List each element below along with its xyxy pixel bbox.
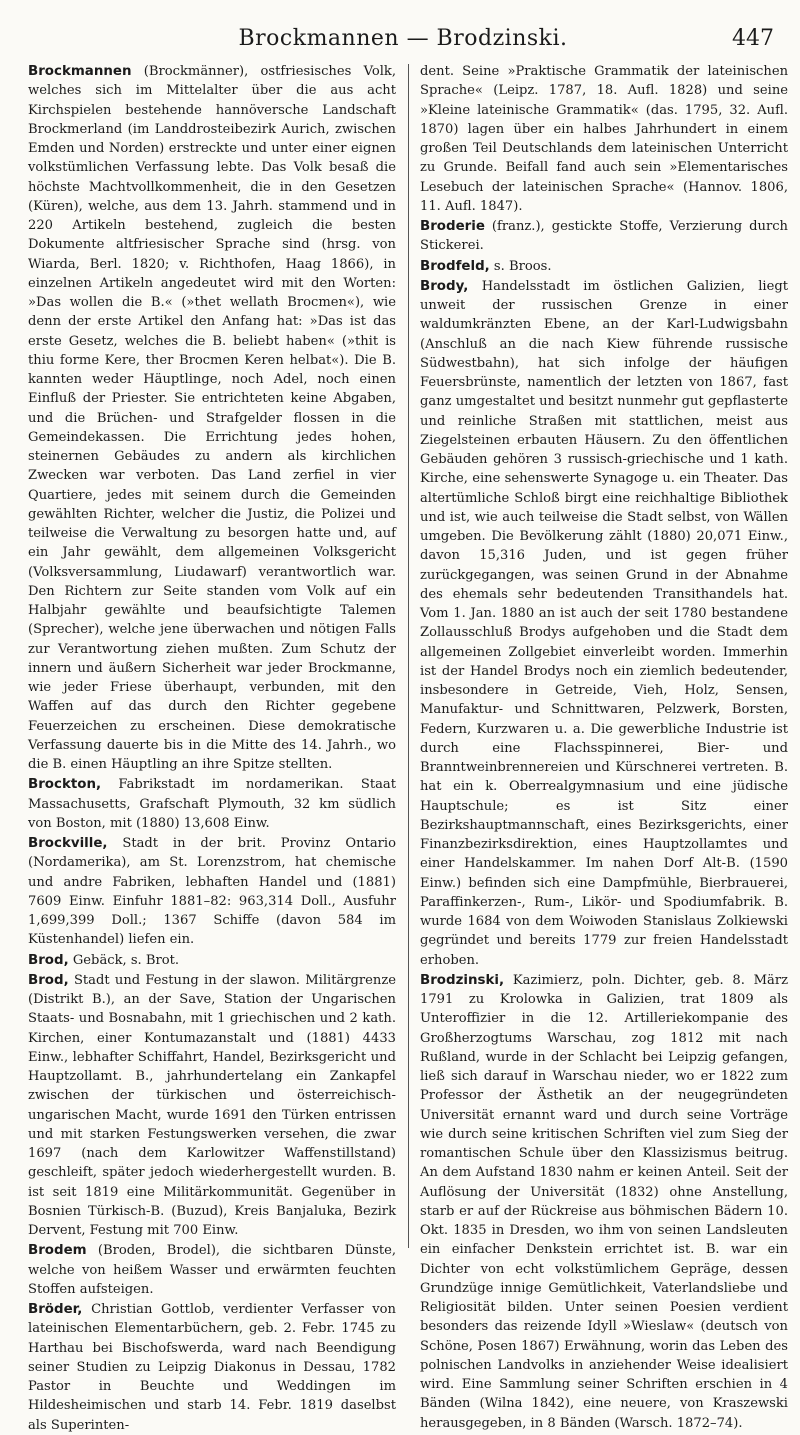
entry-text: Kazimierz, poln. Dichter, geb. 8. März 1791 zu Krolowka in Galizien, trat 1809 als Unteroffizier in die 12. Artilleriekompanie des Großherzogtums Warschau, zog 1812 mit nach Rußland, wurde in der Schlacht bei Leipzig gefangen, ließ sich darauf in Warschau nieder, wo er 1822 zum Professor der Ästhetik an der neugegründeten Universität ernannt ward und durch seine Vorträge wie durch seine kritischen Schriften viel zum Sieg der romantischen Schule über den Klassizismus beitrug. An dem Aufstand 1830 nahm er keinen Anteil. Seit der Auflösung der Universität (1832) ohne Anstellung, starb er auf der Rückreise aus böhmischen Bädern 10. Okt. 1835 in Dresden, wo ihm von seinen Landsleuten ein einfacher Denkstein errichtet ist. B. war ein Dichter von echt volkstümlichem Gepräge, dessen Grundzüge innige Gemütlichkeit, Vaterlandsliebe und Religiosität bilden. Unter seinen Poesien verdient besonders das reizende Idyll »Wieslaw« (deutsch von Schöne, Posen 1867) Erwähnung, worin das Leben des polnischen Landvolks in anziehender Weise idealisiert wird. Eine Sammlung seiner Schriften erschien in 4 Bänden (Wilna 1842), eine neuere, von Kraszewski herausgegeben, in 8 Bänden (Warsch. 1872–74). — [420, 972, 788, 1431]
entry-text: Christian Gottlob, verdienter Verfasser von lateinischen Elementarbüchern, geb. 2. Febr. 1745 zu Harthau bei Bischofswerda, ward nach Beendigung seiner Studien zu Leipzig Diakonus in Dessau, 1782 Pastor in Beuchte und Weddingen im Hildesheimischen und starb 14. Febr. 1819 daselbst als Superinten- — [28, 1302, 396, 1433]
entry-brody — [420, 277, 788, 970]
entry-text: Stadt in der brit. Provinz Ontario (Nordamerika), am St. Lorenzstrom, hat chemische und andre Fabriken, lebhaften Handel und (1881) 7609 Einw. Einfuhr 1881–82: 963,314 Doll., Ausfuhr 1,699,399 Doll.; 1367 Schiffe (davon 584 im Küstenhandel) liefen ein. — [28, 836, 396, 948]
entry-text: Stadt und Festung in der slawon. Militärgrenze (Distrikt B.), an der Save, Station der Ungarischen Staats- und Bosnabahn, mit 1 griechischen und 2 kath. Kirchen, einer Kontumazanstalt und (1881) 4433 Einw., lebhafter Schiffahrt, Handel, Bezirksgericht und Hauptzollamt. B., jahrhundertelang ein Zankapfel zwischen der türkischen und österreichisch-ungarischen Macht, wurde 1691 den Türken entrissen und mit starken Festungswerken versehen, die zwar 1697 (nach dem Karlowitzer Waffenstillstand) geschleift, später jedoch wiederhergestellt wurden. B. ist seit 1819 eine Militärkommunität. Gegenüber in Bosnien Türkisch-B. (Buzud), Kreis Banjaluka, Bezirk Dervent, Festung mit 700 Einw. — [28, 972, 396, 1238]
entry-text: (Broden, Brodel), die sichtbaren Dünste, welche von heißem Wasser und erwärmten feuchten Stoffen aufsteigen. — [28, 1243, 396, 1297]
entry-brockville — [28, 834, 396, 950]
entry-brod-stadt — [28, 971, 396, 1241]
entry-text: (franz.), gestickte Stoffe, Verzierung durch Stickerei. — [420, 219, 788, 254]
entry-headword: Brodzinski, — [420, 972, 505, 988]
entry-brockton — [28, 775, 396, 833]
right-column — [420, 62, 788, 1431]
entry-brodzinski — [420, 971, 788, 1433]
left-column — [28, 62, 396, 1433]
column-divider — [408, 64, 409, 1248]
entry-headword: Brockton, — [28, 777, 102, 793]
entry-brockmannen — [28, 62, 396, 774]
entry-text: s. Broos. — [489, 258, 552, 274]
entry-headword: Brodem — [28, 1243, 87, 1259]
entry-broeder-continued — [420, 62, 788, 216]
running-head — [28, 26, 778, 58]
entry-brodfeld — [420, 257, 788, 276]
entry-text: (Brockmänner), ostfriesisches Volk, welches sich im Mittelalter über die aus acht Kirchspielen bestehende hannöversche Landschaft Brockmerland (im Landdrosteibezirk Aurich, zwischen Emden und Norden) erstreckte und unter einer eignen volkstümlichen Verfassung lebte. Das Volk besaß die höchste Machtvollkommenheit, die in den Gesetzen (Küren), welche, aus dem 13. Jahrh. stammend und in 220 Artikeln bestehend, zugleich die besten Dokumente altfriesischer Sprache sind (hrsg. von Wiarda, Berl. 1820; v. Richthofen, Haag 1866), in einzelnen Artikeln angedeutet wird mit den Worten: »Das wollen die B.« (»thet wellath Brocmen«), wie denn der erste Artikel den Anfang hat: »Das ist das erste Gesetz, welches die B. beliebt haben« (»thit is thiu forme Kere, ther Brocmen Keren helbat«). Die B. kannten weder Häuptlinge, noch Adel, noch einen Einfluß der Priester. Sie entrichteten keine Abgaben, und die Brüchen- und Strafgelder flossen in die Gemeindekassen. Die Errichtung jedes hohen, steinernen Gebäudes zu andern als kirchlichen Zwecken war verboten. Das Land zerfiel in vier Quartiere, jedes mit seinem durch die Gemeinden gewählten Richter, welcher die Justiz, die Polizei und teilweise die Verwaltung zu besorgen hatte und, auf ein Jahr gewählt, dem allgemeinen Volksgericht (Volksversammlung, Liudawarf) verantwortlich war. Den Richtern zur Seite standen vom Volk auf ein Halbjahr gewählte und beaufsichtigte Talemen (Sprecher), welche jene überwachen und nötigen Falls zur Verantwortung ziehen mußten. Zum Schutz der innern und äußern Sicherheit war jeder Brockmanne, wie jeder Friese überhaupt, verbunden, mit den Waffen auf das durch den Richter gegebene Feuerzeichen zu erscheinen. Diese demokratische Verfassung dauerte bis in die Mitte des 14. Jahrh., wo die B. einen Häuptling an ihre Spitze stellten. — [28, 64, 396, 772]
entry-text: Handelsstadt im östlichen Galizien, liegt unweit der russischen Grenze in einer waldumkränzten Ebene, an der Karl-Ludwigsbahn (Anschluß an die nach Kiew führende russische Südwestbahn), hat sich infolge der häufigen Feuersbrünste, namentlich der letzten von 1867, fast ganz umgestaltet und besitzt nunmehr gut gepflasterte und reinliche Straßen mit stattlichen, meist aus Ziegelsteinen erbauten Häusern. Zu den öffentlichen Gebäuden gehören 3 russisch-griechische und 1 kath. Kirche, eine sehenswerte Synagoge u. ein Theater. Das altertümliche Schloß birgt eine reichhaltige Bibliothek und ist, wie auch teilweise die Stadt selbst, von Wällen umgeben. Die Bevölkerung zählt (1880) 20,071 Einw., davon 15,316 Juden, und ist gegen früher zurückgegangen, was seinen Grund in der Abnahme des ehemals sehr bedeutenden Transithandels hat. Vom 1. Jan. 1880 an ist auch der seit 1780 bestandene Zollausschluß Brodys aufgehoben und die Stadt dem allgemeinen Zollgebiet einverleibt worden. Immerhin ist der Handel Brodys noch ein ziemlich bedeutender, insbesondere in Getreide, Vieh, Holz, Sensen, Manufaktur- und Schnittwaren, Pelzwerk, Borsten, Federn, Kurzwaren u. a. Die gewerbliche Industrie ist durch eine Flachsspinnerei, Bier- und Branntweinbrennereien und Kürschnerei vertreten. B. hat ein k. Oberrealgymnasium und eine jüdische Hauptschule; es ist Sitz einer Bezirkshauptmannschaft, eines Bezirksgerichts, einer Finanzbezirksdirektion, eines Hauptzollamtes und einer Handelskammer. Im nahen Dorf Alt-B. (1590 Einw.) befinden sich eine Dampfmühle, Bierbrauerei, Paraffinkerzen-, Rum-, Likör- und Spodiumfabrik. B. wurde 1684 von dem Woiwoden Stanislaus Zolkiewski gegründet und bereits 1779 zur freien Handelsstadt erhoben. — [420, 278, 788, 968]
entry-headword: Brockville, — [28, 836, 108, 851]
entry-headword: Brody, — [420, 278, 469, 294]
entry-text: Gebäck, s. Brot. — [68, 952, 180, 968]
entry-headword: Brockmannen — [28, 64, 132, 79]
entry-headword: Brodfeld, — [420, 258, 490, 274]
entry-headword: Brod, — [28, 972, 69, 988]
entry-headword: Broderie — [420, 219, 485, 234]
page-number: 447 — [732, 26, 774, 51]
entry-headword: Brod, — [28, 952, 69, 968]
entry-text: Fabrikstadt im nordamerikan. Staat Massachusetts, Grafschaft Plymouth, 32 km südlich von Boston, mit (1880) 13,608 Einw. — [28, 777, 396, 831]
entry-broderie — [420, 217, 788, 256]
entry-broeder — [28, 1300, 396, 1435]
page-title: Brockmannen — Brodzinski. — [238, 26, 568, 51]
entry-text: dent. Seine »Praktische Grammatik der lateinischen Sprache« (Leipz. 1787, 18. Aufl. 1828) und seine »Kleine lateinische Grammatik« (das. 1795, 32. Aufl. 1870) lagen über ein halbes Jahrhundert in einem großen Teil Deutschlands dem lateinischen Unterricht zu Grunde. Beifall fand auch sein »Elementarisches Lesebuch der lateinischen Sprache« (Hannov. 1806, 11. Aufl. 1847). — [420, 64, 788, 214]
entry-brod-gebaeck — [28, 951, 396, 970]
two-column-body — [28, 62, 788, 1433]
entry-brodem — [28, 1241, 396, 1299]
entry-headword: Bröder, — [28, 1302, 83, 1317]
